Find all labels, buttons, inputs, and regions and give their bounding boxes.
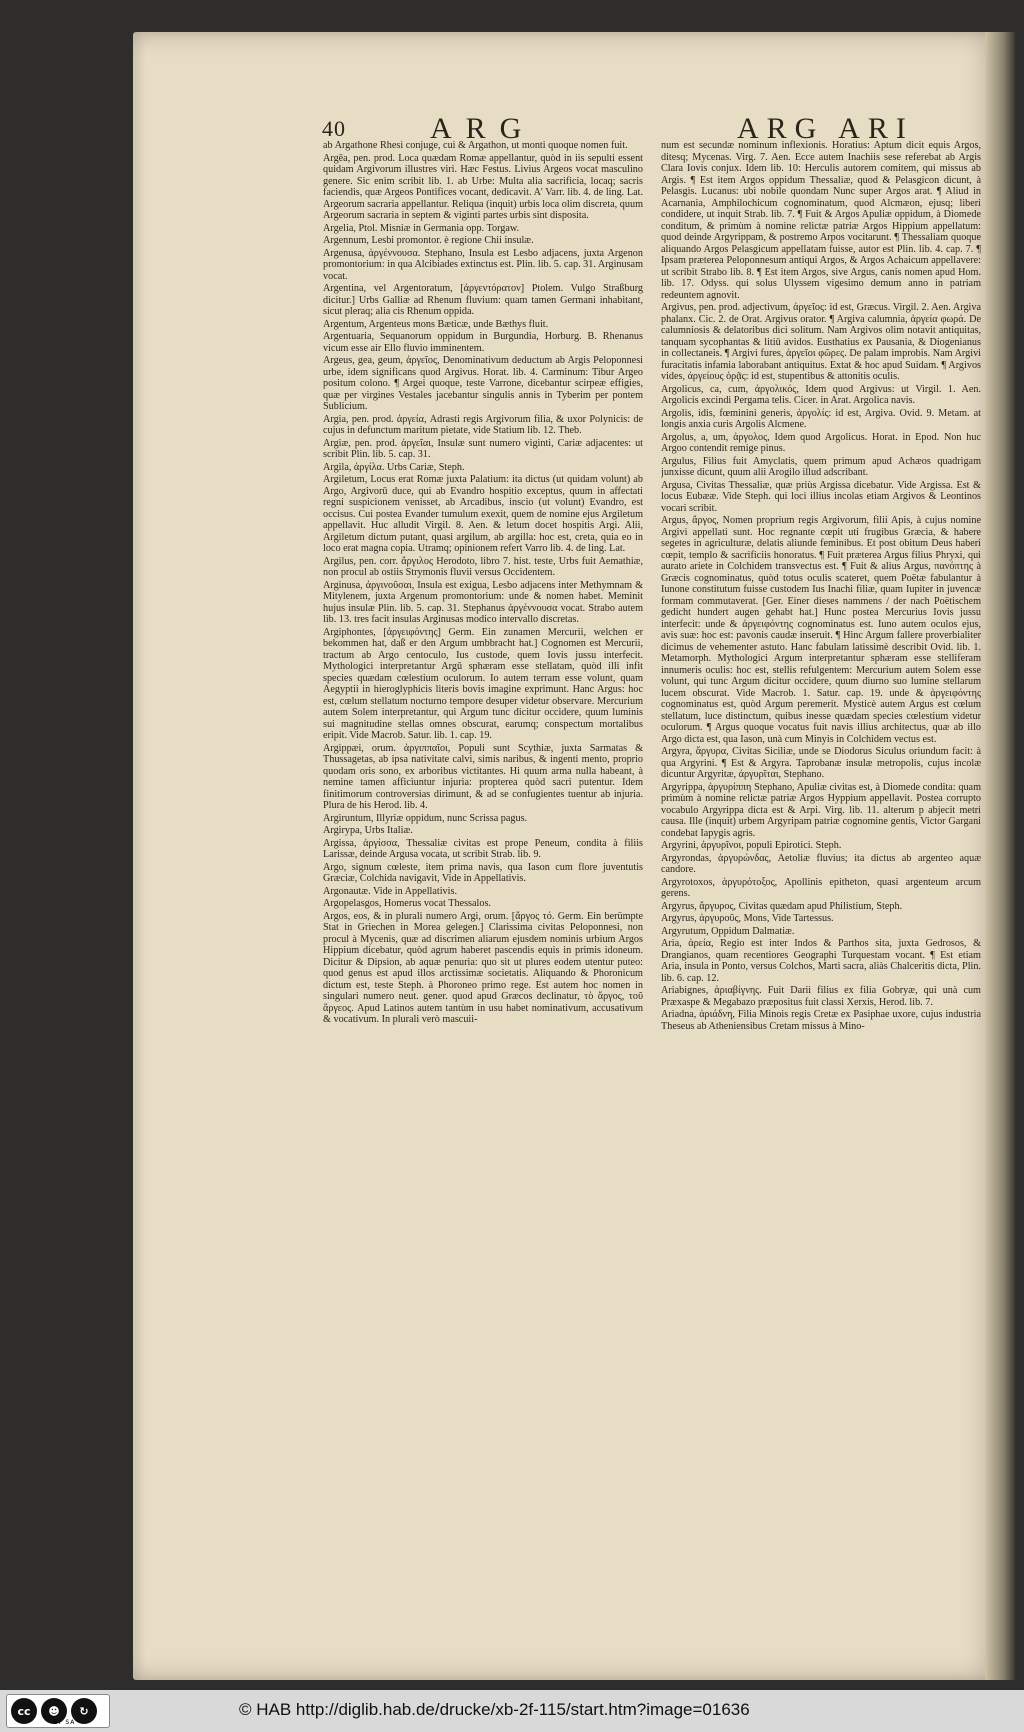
- dictionary-entry: Argelia, Ptol. Misniæ in Germania opp. Torgaw.: [323, 222, 520, 234]
- dictionary-entry: Argyrotoxos, ἀργυρότοξος, Apollinis epitheton, quasi argenteum arcum gerens.: [661, 876, 981, 899]
- dictionary-entry: Argusa, Civitas Thessaliæ, quæ priùs Argissa dicebatur. Vide Argissa. Est & locus Eubææ. Vide Steph. qui loci illius incolas etiam Argivos & Leontinos vocari scribit.: [661, 479, 981, 514]
- dictionary-entry: Argennum, Lesbi promontor. è regione Chii insulæ.: [323, 235, 534, 246]
- dictionary-entry: Argia, pen. prod. ἀργεία, Adrasti regis Argivorum filia, & uxor Polynicis: de cujus in defunctum maritum pietate, vide Statium lib. 12. Theb.: [323, 413, 643, 436]
- dictionary-entry: Argenusa, ἀργέννουσα. Stephano, Insula est Lesbo adjacens, juxta Argenon promontorium: in qua Alcibiades extinctus est. Plin. lib. 5. cap. 31. Arginusam vocat.: [323, 247, 643, 282]
- source-credit-link[interactable]: © HAB http://diglib.hab.de/drucke/xb-2f-115/start.htm?image=01636: [239, 1700, 750, 1719]
- running-head-right: ARG ARI: [737, 112, 914, 145]
- attribution-icon: ☻: [41, 1698, 67, 1724]
- dictionary-entry: Argirypa, Urbs Italiæ.: [323, 825, 413, 836]
- dictionary-entry: Argippæi, orum. ἀργιππαῖοι, Populi sunt Scythiæ, juxta Sarmatas & Thussagetas, ab ipsa nativitate calvi, simis naribus, & ingenti mento, proprio quodam oris sono, ex arboribus victitantes. Hi quum arma nulla habeant, à nemine tamen afficiuntur injuria: propterea quòd sacri putentur. Idem finitimorum controversias dirimunt, & ad se confugientes tuentur ab injuria. Plura de his Herod. lib. 4.: [323, 742, 643, 811]
- dictionary-entry: Argolis, idis, fœminini generis, ἀργολίς: id est, Argiva. Ovid. 9. Metam. at longis anxia curis Argolis Alcmene.: [661, 407, 981, 430]
- dictionary-entry: Argila, ἀργίλα. Urbs Cariæ, Steph.: [323, 461, 465, 473]
- dictionary-entry: Argiphontes, [ἀργειφόντης] Germ. Ein zunamen Mercurii, welchen er bekommen hat, daß er den Argum umbbracht hat.] Cognomen est Mercurii, tractum ab Argo centoculo, Ius custode, quem Iovis jussu interfecit. Mythologici interpretantur Argū sphæram esse stellatam, quòd illi infit species quædam cœlestium oculorum. Io autem terram esse volunt, quam Aegyptii in hieroglyphicis literis bovis imagine exprimunt. Hanc Argus: hoc est, cœlum stellatum nocturno tempore desuper videtur observare. Mercurium autem Solem interpretantur, qui Argum tunc dicitur occidere, quum luminis sui magnitudine stellas omnes obscurat, earumq; conspectum mortalibus eripit. Vide Macrob. Satur. lib. 1. cap. 19.: [323, 626, 643, 741]
- dictionary-entry: Argopelasgos, Homerus vocat Thessalos.: [323, 898, 491, 909]
- dictionary-entry: Argolus, a, um, ἀργολος, Idem quod Argolicus. Horat. in Epod. Non huc Argoo contendit remige pinus.: [661, 431, 981, 454]
- dictionary-entry: Argyrus, ἀργυροῦς, Mons, Vide Tartessus.: [661, 913, 834, 924]
- dictionary-entry: Ariabignes, ἀριαβίγνης. Fuit Darii filius ex filia Gobryæ, qui unà cum Præxaspe & Megabazo præpositus fuit classi Xerxis, Herod. lib. 7.: [661, 985, 981, 1008]
- dictionary-entry: Argissa, ἀργίσσα, Thessaliæ civitas est prope Peneum, condita à filiis Larissæ, deinde Argusa vocata, ut scribit Strab. lib. 9.: [323, 837, 643, 860]
- cc-icon: cc: [11, 1698, 37, 1724]
- dictionary-entry: Aria, ἀρεία, Regio est inter Indos & Parthos sita, juxta Gedrosos, & Drangianos, quam recentiores Geographi Turquestam vocant. ¶ Est etiam Aria, insula in Ponto, versus Colchos, Marti sacra, aliàs Chalceritis dicta, Plin. lib. 6. cap. 12.: [661, 938, 981, 984]
- license-subtext: BY SA: [53, 1719, 76, 1726]
- dictionary-entry: Argyra, ἄργυρα, Civitas Siciliæ, unde se Diodorus Siculus oriundum facit: à qua Argyrini. ¶ Est & Argyra. Taprobanæ insulæ metropolis, cujus incolæ dicuntur Argyritæ, ἀργυρῖται, Stephano.: [661, 746, 981, 780]
- dictionary-entry: Argiruntum, Illyriæ oppidum, nunc Scrissa pagus.: [323, 812, 528, 824]
- cc-license-badge[interactable]: [6, 1694, 110, 1728]
- dictionary-entry: Argyrondas, ἀργυρώνδας, Aetoliæ fluvius; ita dictus ab argenteo aquæ candore.: [661, 852, 981, 875]
- dictionary-entry: Argentum, Argenteus mons Bæticæ, unde Bæthys fluit.: [323, 318, 549, 330]
- dictionary-entry: Argulus, Filius fuit Amyclatis, quem primum apud Achæos quadrigam junxisse dicunt, quum alii Arogilo illud adscribant.: [661, 455, 981, 478]
- dictionary-entry: Argos, eos, & in plurali numero Argi, orum. [ἄργος τό. Germ. Ein berümpte Stat in Griechen in Morea gelegen.] Clarissima civitas Peloponnesi, non procul à Mycenis, quæ ad discrimen aliarum ejusdem nominis urbium Argos Hippium dicebatur, quòd agrum haberet pascendis equis in primis idoneum. Dicitur & Dipsion, ab aquæ penuria: quo sit ut plures eodem utentur puteo: quod genus est apud illos arctissimæ societatis. Aliquando & Phoronicum dictum est, teste Steph. à Phoroneo primo rege. Est autem hoc nomen in singulari numero neut. gener. quod apud Græcos declinatur, τὸ ἄργος, τοῦ ἄργεος. Apud Latinos autem tantùm in usu habet nominativum, accusativum & vocativum. In plurali verò mascuii-: [323, 910, 643, 1025]
- dictionary-entry: num est secundæ nominum inflexionis. Horatius: Aptum dicit equis Argos, ditesq; Mycenas. Virg. 7. Aen. Ecce autem Inachiis sese referebat ab Argis Clara Iovis conjux. Idem lib. 10: Herculis autorem comitem, qui missus ab Argis. ¶ Est item Argos oppidum Thessaliæ, quod & Pelasgicon dicunt, à Pelasgis. Lucanus: ubi nobile quondam Nunc super Argos arat. ¶ Aliud in Acarnania, Amphilochicum cognominatum, quod Alcmæon, ejusq; liberi condidere, ut inquit Strab. lib. 7. ¶ Fuit & Argos Apuliæ oppidum, à Diomede conditum, & primùm à nomine relictæ patriæ Argos Hippium appellatum: quod deinde Argyrippam, & postremo Arpos vocitarunt. ¶ Thessaliam quoque aliquando Argos Pelasgicum appellatam fuisse, autor est Plin. lib. 4. cap. 7. ¶ Ipsam præterea Peloponnesum antiqui Argos, & Argos Achaicum appellavere: ut scribit Strabo lib. 8. ¶ Est item Argos, sive Argus, canis nomen apud Hom. lib. 17. Odyss. qui solus Ulyssem vigesimo demum anno in patriam redeuntem agnovit.: [661, 140, 981, 301]
- dictionary-entry: Argiletum, Locus erat Romæ juxta Palatium: ita dictus (ut quidam volunt) ab Argo, Argivorū duce, qui ab Evandro hospitio exceptus, quum in affectati regni suspicionem venisset, ab Arcadibus, inscio (ut volunt) Evandro, est occisus. Cui postea Evander tumulum exexit, quem de nomine ejus Argiletum appellavit. Huc alludit Virgil. 8. Aen. & letum docet hospitis Argi. Alii, Argiletum dictum putant, quasi argilum, ab argilla: hoc est, creta, quia eo in loco erat magna copia. Utramq; opinionem refert Varro lib. 4. de ling. Lat.: [323, 474, 643, 554]
- page-number: 40: [322, 116, 346, 141]
- left-text-column: [323, 140, 643, 1290]
- dictionary-entry: ab Argathone Rhesi conjuge, cui & Argathon, ut monti quoque nomen fuit.: [323, 140, 628, 151]
- share-alike-icon: ↻: [71, 1698, 97, 1724]
- dictionary-entry: Argentuaria, Sequanorum oppidum in Burgundia, Horburg. B. Rhenanus vicum esse air Ello fluvio imminentem.: [323, 331, 643, 354]
- dictionary-entry: Argo, signum cœleste, item prima navis, qua Iason cum flore juventutis Græciæ, Colchida navigavit, Vide in Appellativis.: [323, 861, 643, 884]
- viewer-footer: [0, 1690, 1024, 1732]
- dictionary-entry: Argentina, vel Argentoratum, [ἀργεντόρατον] Ptolem. Vulgo Straßburg dicitur.] Urbs Galliæ ad Rhenum fluvium: quam tamen Germani inhabitant, sicut pleraq; alia cis Rhenum oppida.: [323, 283, 643, 317]
- book-binding: [985, 32, 1015, 1680]
- dictionary-entry: Argeus, gea, geum, ἀργεῖος, Denominativum deductum ab Argis Peloponnesi urbe, idem significans quod Argivus. Horat. lib. 4. Carminum: Tibur Argeo positum colono. ¶ Argei quoque, teste Varrone, dicebantur scirpeæ effigies, quæ per virgines Vestales jacebantur singulis annis in Tyberim per pontem Sublicium.: [323, 355, 643, 412]
- dictionary-entry: Argonautæ. Vide in Appellativis.: [323, 885, 457, 897]
- dictionary-entry: Argolicus, ca, cum, ἀργολικός, Idem quod Argivus: ut Virgil. 1. Aen. Argolicis excindi Pergama telis. Cicer. in Arat. Argolica navis.: [661, 383, 981, 406]
- dictionary-entry: Arginusa, ἀργινοῦσαι, Insula est exigua, Lesbo adjacens inter Methymnam & Mitylenem, juxta Argenum promontorium: unde & nomen habet. Meminit hujus insulæ Plin. lib. 5. cap. 31. Stephanus ἀργέννουσα vocat. Strabo autem lib. 13. tres facit insulas Arginusas modico intervallo discretas.: [323, 579, 643, 625]
- dictionary-entry: Argēa, pen. prod. Loca quædam Romæ appellantur, quòd in iis sepulti essent quidam Argivorum illustres viri. Hæc Festus. Livius Argeos vocat masculino genere. Sic enim scribit lib. 1. ab Urbe: Multa alia sacrificia, locaq; sacris faciendis, quæ Argeos Pontifices vocant, dedicavit. A' Varr. lib. 4. de ling. Lat. Argeorum sacraria appellantur. Reliqua (inquit) urbis loca olim discreta, quum Argeorum sacraria in septem & viginti partes urbis sint disposita.: [323, 152, 643, 221]
- dictionary-entry: Argus, ἄργος, Nomen proprium regis Argivorum, filii Apis, à cujus nomine Argivi appellati sunt. Hoc regnante cœpit uti frugibus Græcia, & habere segetes in agriculturæ, delatis aliunde feminibus. Et post obitum Deus haberi cœpit, templo & sacrificiis honoratus. ¶ Fuit præterea Argus filius Phryxi, qui aurato ariete in Colchidem transvectus est. ¶ Fuit & alius Argus, πανόπτης à Græcis cognominatus, quòd totus oculis scateret, quem Poëtæ fabulantur à Iunone constitutum fuisse custodem Ius Inachi filiæ, quam Iupiter in juvencæ formam commutaverat. [Ger. Einer dieses nammens / der nach Poëtischem gedicht hundert augen gehabt hat.] Hunc postea Mercurius Iovis jussu interfecit: unde & ἀργειφόντης cognominatus est. Iuno autem oculos ejus, avis suæ: hoc est: pavonis caudæ inseruit. ¶ Hinc Argum fallere proverbialiter dicimus de vehementer astuto. Hanc fabulam latissimè describit Ovid. lib. 1. Metamorph. Mythologici Argum interpretantur sphæram esse stelliferam innumeris oculis: hoc est, stellis refulgentem: Mercurium autem Solem esse volunt, qui tunc Argum dicitur occidere, quum diurno suo lumine stellarum lucem obscurat. Vide Macrob. 1. Satur. cap. 19. unde & ἀργειφόντης cognominatus est, quòd Argum peremerit. Mysticè autem Argus est cœlum stellatum, luce distinctum, quibus inesse quædam species cœlestium videtur oculorum. ¶ Argus quoque vocatus fuit navis illius architectus, quæ ab illo Argo dicta est, qua Iason, unà cum Minyis in Colchidem vectus est.: [661, 515, 981, 745]
- dictionary-entry: Ariadna, ἀριάδνη, Filia Minois regis Cretæ ex Pasiphae uxore, cujus industria Theseus ab Atheniensibus Cretam missus à Mino-: [661, 1009, 981, 1032]
- dictionary-entry: Argyrutum, Oppidum Dalmatiæ.: [661, 925, 795, 937]
- dictionary-entry: Argyrini, ἀργυρῖνοι, populi Epirotici. Steph.: [661, 840, 842, 851]
- dictionary-entry: Argyrippa, ἀργυρίππη Stephano, Apuliæ civitas est, à Diomede condita: quam primùm à nomine relictæ patriæ Argos Hyppium appellavit. Postea corrupto vocabulo Argyrippa dicta est & Arpi. Virg. lib. 11. alterum p abjecit metri causa. Ille (inquit) urbem Argyripam patriæ cognomine gentis, Victor Gargani condebat Iapygis agris.: [661, 781, 981, 839]
- dictionary-entry: Argyrus, ἄργυρος, Civitas quædam apud Philistium, Steph.: [661, 900, 903, 912]
- dictionary-entry: Argiæ, pen. prod. ἀργεῖαι, Insulæ sunt numero viginti, Cariæ adjacentes: ut scribit Plin. lib. 5. cap. 31.: [323, 437, 643, 460]
- dictionary-entry: Argilus, pen. corr. ἄργιλος Herodoto, libro 7. hist. teste, Urbs fuit Aemathiæ, non procul ab ostiis Strymonis fluvii versus Occidentem.: [323, 555, 643, 578]
- right-text-column: [661, 140, 981, 1342]
- running-head-left: ARG: [430, 112, 536, 145]
- dictionary-entry: Argivus, pen. prod. adjectivum, ἀργεῖος: id est, Græcus. Virgil. 2. Aen. Argiva phalanx. Cic. 2. de Orat. Argivus orator. ¶ Argiva calumnia, ἀργεία φωρά. De calumniosis & delatoribus dici solitum. Nam Argivos olim notavit antiquitas, tanquam sycophantas & litiū avidos. Eusthatius ex Pausania, & Diogenianus in collectaneis. ¶ Argivi fures, ἀργεῖοι φῶρες. De palam improbis. Nam Argivi furacitatis infamia laborabant antiquitus. Extat & hoc apud Suidam. ¶ Argivos vides, ἀργείους ὁρᾷς: id est, stupentibus & attonitis oculis.: [661, 302, 981, 382]
